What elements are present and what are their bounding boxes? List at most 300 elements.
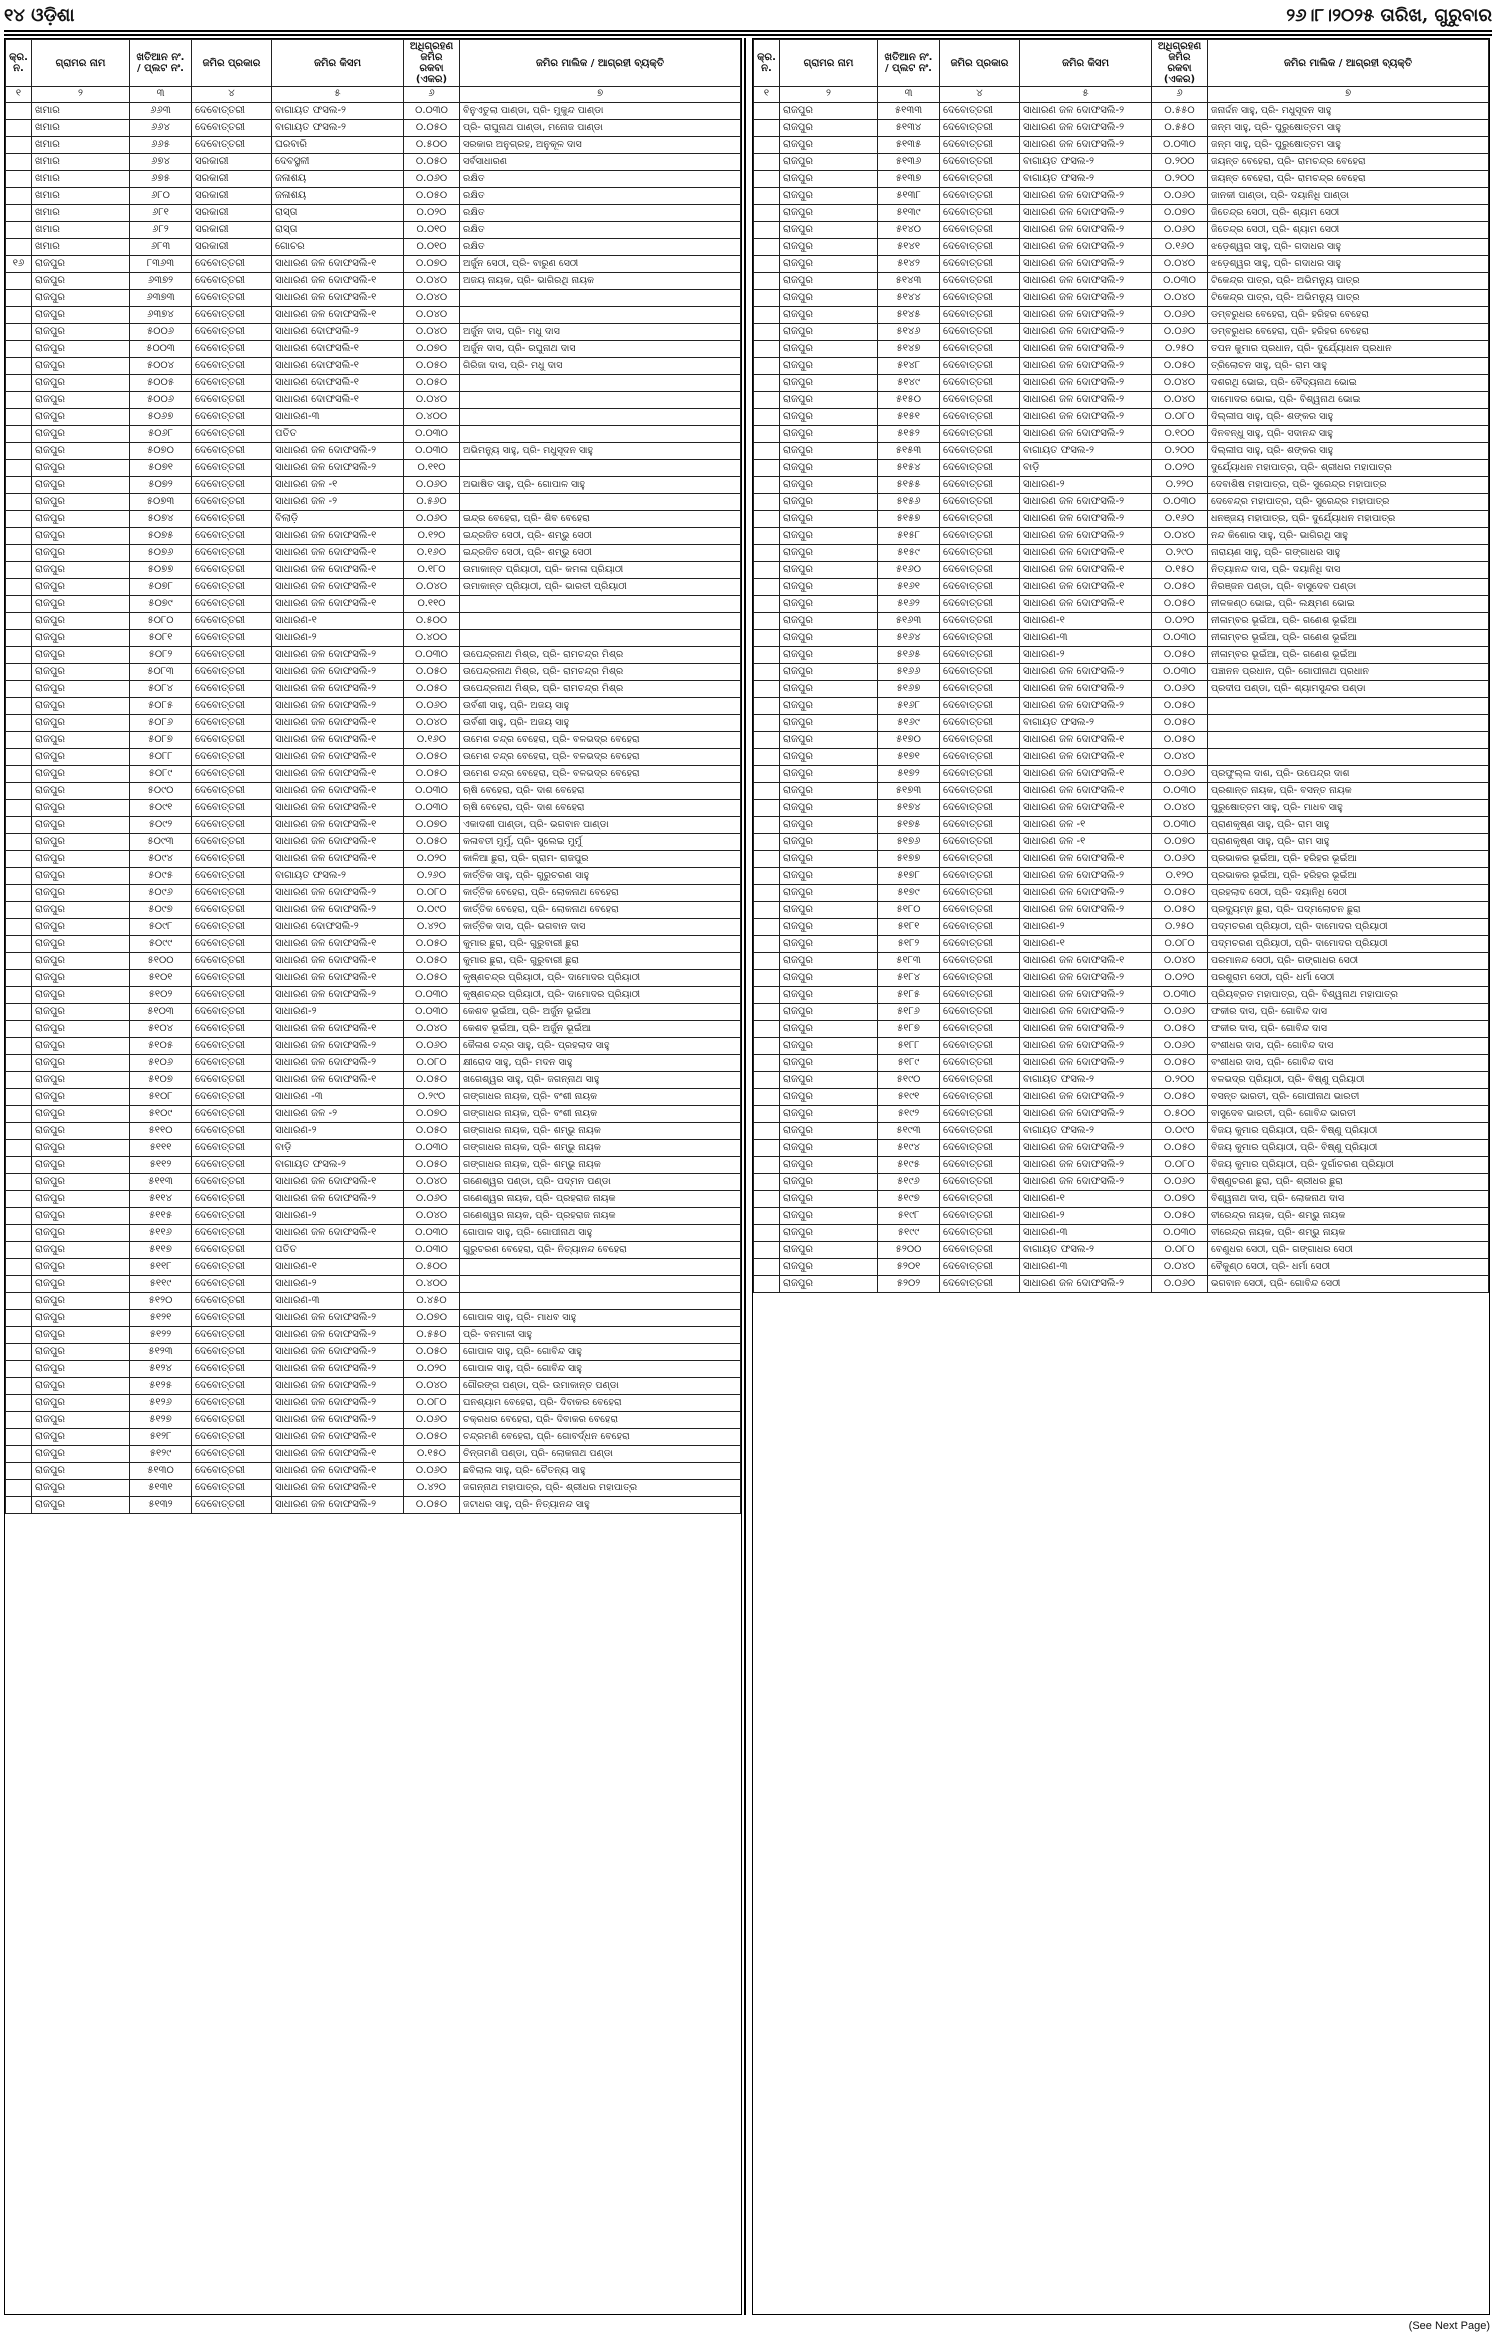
cell-village: ରାଜପୁର (32, 1463, 130, 1480)
cell-khata: ୫୦୯୭ (130, 902, 192, 919)
cell-village: ରାଜପୁର (32, 630, 130, 647)
cell-khata: ୫୦୯୪ (130, 851, 192, 868)
cell-village: ରାଜପୁର (780, 324, 878, 341)
table-row (754, 902, 1489, 919)
cell-owner: ପଦ୍ମଚରଣ ପ୍ରିୟାଠୀ, ପ୍ରି- ଦାମୋଦର ପ୍ରିୟାଠୀ (1208, 936, 1489, 953)
cell-owner: ଗୋପାଳ ସାହୁ, ପ୍ରି- ଗୋପୀନାଥ ସାହୁ (460, 1225, 741, 1242)
cell-khata: ୫୦୭୫ (130, 528, 192, 545)
cell-khata: ୫୧୫୧ (878, 409, 940, 426)
cell-sl (754, 630, 780, 647)
cell-sl (754, 545, 780, 562)
cell-owner: ବେଣୁଧର ସେଠୀ, ପ୍ରି- ଗଙ୍ଗାଧର ସେଠୀ (1208, 1242, 1489, 1259)
column-divider (744, 38, 746, 2315)
cell-kisam: ଦେବୋତ୍ତରୀ (940, 987, 1020, 1004)
cell-village: ରାଜପୁର (780, 783, 878, 800)
cell-land-type: ସାଧାରଣ ଜଳ ଦୋଫସଲି-୨ (272, 902, 404, 919)
cell-village: ରାଜପୁର (32, 528, 130, 545)
cell-kisam: ଦେବୋତ୍ତରୀ (192, 1497, 272, 1514)
cell-village: ରାଜପୁର (32, 443, 130, 460)
cell-area: ୦.୦୫୦ (404, 375, 460, 392)
cell-sl (754, 732, 780, 749)
cell-khata: ୫୦୮୦ (130, 613, 192, 630)
cell-area: ୦.୦୫୦ (404, 120, 460, 137)
cell-land-type: ସାଧାରଣ-୨ (1020, 1208, 1152, 1225)
cell-area: ୦.୫୦୦ (404, 137, 460, 154)
cell-area: ୦.୦୫୦ (404, 834, 460, 851)
cell-owner: ଇନ୍ଦ୍ରଜିତ ସେଠୀ, ପ୍ରି- ଶମ୍ଭୁ ସେଠୀ (460, 528, 741, 545)
col-area: ଅଧିଗ୍ରହଣ ଜମିର ରକବା (ଏକର) (404, 40, 460, 87)
cell-land-type: ସାଧାରଣ ଜଳ ଦୋଫସଲି-୨ (1020, 324, 1152, 341)
cell-sl (6, 494, 32, 511)
cell-owner: କୁମାର ଛୁରା, ପ୍ରି- ଗୁରୁବାରୀ ଛୁରା (460, 953, 741, 970)
cell-area: ୦.୦୩୦ (404, 1242, 460, 1259)
cell-sl (6, 1480, 32, 1497)
cell-khata: ୫୧୬୭ (878, 681, 940, 698)
cell-village: ରାଜପୁର (32, 1310, 130, 1327)
cell-village: ରାଜପୁର (32, 800, 130, 817)
cell-owner: ପ୍ରଭାକର ଭୂଇଁଆ, ପ୍ରି- ହରିହର ଭୂଇଁଆ (1208, 851, 1489, 868)
cell-kisam: ଦେବୋତ୍ତରୀ (192, 120, 272, 137)
cell-village: ରାଜପୁର (32, 290, 130, 307)
cell-sl (754, 205, 780, 222)
cell-sl (6, 154, 32, 171)
cell-sl (6, 800, 32, 817)
cell-sl (754, 273, 780, 290)
cell-village: ରାଜପୁର (32, 1259, 130, 1276)
cell-village: ରାଜପୁର (32, 1446, 130, 1463)
cell-land-type: ସାଧାରଣ ଜଳ ଦୋଫସଲି-୧ (272, 851, 404, 868)
table-row (754, 341, 1489, 358)
cell-village: ରାଜପୁର (780, 766, 878, 783)
cell-village: ରାଜପୁର (32, 715, 130, 732)
cell-khata: ୫୧୫୪ (878, 460, 940, 477)
cell-owner: ଏକାଦଶୀ ପାଣ୍ଡା, ପ୍ରି- ଭଗବାନ ପାଣ୍ଡା (460, 817, 741, 834)
cell-kisam: ଦେବୋତ୍ତରୀ (192, 1225, 272, 1242)
cell-land-type: ସାଧାରଣ ଜଳ ଦୋଫସଲି-୧ (272, 273, 404, 290)
cell-owner: ପ୍ରଶାନ୍ତ ନାୟକ, ପ୍ରି- ବସନ୍ତ ନାୟକ (1208, 783, 1489, 800)
table-row (6, 868, 741, 885)
cell-area: ୦.୪୦୦ (404, 1276, 460, 1293)
cell-area: ୦.୦୨୦ (404, 851, 460, 868)
cell-owner (460, 630, 741, 647)
cell-sl (6, 817, 32, 834)
table-row (754, 409, 1489, 426)
cell-owner: ଦେବାଶିଷ ମହାପାତ୍ର, ପ୍ରି- ସୁରେନ୍ଦ୍ର ମହାପାତ୍ର (1208, 477, 1489, 494)
cell-kisam: ଦେବୋତ୍ତରୀ (192, 715, 272, 732)
table-row (754, 188, 1489, 205)
cell-owner (460, 409, 741, 426)
cell-area: ୦.୦୬୦ (404, 698, 460, 715)
cell-area: ୦.୦୩୦ (1152, 664, 1208, 681)
table-row (754, 239, 1489, 256)
cell-owner: କେଶବ ଭୂଇଁଆ, ପ୍ରି- ଅର୍ଜୁନ ଭୂଇଁଆ (460, 1021, 741, 1038)
cell-khata: ୫୧୨୮ (130, 1429, 192, 1446)
table-row (754, 120, 1489, 137)
cell-khata: ୫୧୭୧ (878, 749, 940, 766)
cell-village: ରାଜପୁର (32, 256, 130, 273)
cell-village: ରାଜପୁର (32, 596, 130, 613)
cell-village: ରାଜପୁର (32, 902, 130, 919)
cell-kisam: ଦେବୋତ୍ତରୀ (192, 1191, 272, 1208)
cell-sl (6, 1208, 32, 1225)
cell-kisam: ଦେବୋତ୍ତରୀ (940, 630, 1020, 647)
cell-area: ୦.୦୩୦ (404, 426, 460, 443)
cell-area: ୦.୦୪୦ (404, 307, 460, 324)
table-row (754, 732, 1489, 749)
cell-kisam: ଦେବୋତ୍ତରୀ (940, 1157, 1020, 1174)
cell-area: ୦.୦୨୦ (1152, 460, 1208, 477)
cell-land-type: ସାଧାରଣ ଜଳ ଦୋଫସଲି-୨ (1020, 1038, 1152, 1055)
cell-kisam: ଦେବୋତ୍ତରୀ (192, 970, 272, 987)
table-row (754, 426, 1489, 443)
table-row (6, 1497, 741, 1514)
cell-village: ରାଜପୁର (32, 1055, 130, 1072)
cell-khata: ୫୦୭୦ (130, 443, 192, 460)
cell-sl (6, 426, 32, 443)
table-row (6, 681, 741, 698)
cell-kisam: ଦେବୋତ୍ତରୀ (192, 562, 272, 579)
cell-area: ୦.୦୩୦ (404, 103, 460, 120)
table-row (754, 851, 1489, 868)
cell-sl (754, 1157, 780, 1174)
cell-land-type: ସାଧାରଣ ଜଳ ଦୋଫସଲି-୨ (1020, 987, 1152, 1004)
table-row (754, 562, 1489, 579)
cell-kisam: ଦେବୋତ୍ତରୀ (192, 766, 272, 783)
cell-sl (6, 528, 32, 545)
right-land-table (753, 39, 1489, 1293)
cell-sl (6, 630, 32, 647)
cell-village: ରାଜପୁର (32, 783, 130, 800)
cell-land-type: ସାଧାରଣ ଜଳ ଦୋଫସଲି-୧ (272, 307, 404, 324)
cell-sl (754, 562, 780, 579)
cell-owner: କାର୍ତ୍ତିକ ବେହେରା, ପ୍ରି- ଲୋକନାଥ ବେହେରା (460, 902, 741, 919)
cell-khata: ୫୧୪୫ (878, 307, 940, 324)
table-row (754, 1140, 1489, 1157)
cell-village: ରାଜପୁର (780, 494, 878, 511)
cell-kisam: ଦେବୋତ୍ତରୀ (940, 290, 1020, 307)
table-row (754, 1208, 1489, 1225)
cell-khata: ୫୧୫୯ (878, 545, 940, 562)
cell-kisam: ଦେବୋତ୍ତରୀ (192, 358, 272, 375)
cell-kisam: ଦେବୋତ୍ତରୀ (940, 426, 1020, 443)
cell-khata: ୫୧୬୧ (878, 579, 940, 596)
cell-khata: ୫୦୦୪ (130, 358, 192, 375)
cell-khata: ୫୦୯୦ (130, 783, 192, 800)
cell-area: ୦.୦୩୦ (1152, 630, 1208, 647)
cell-kisam: ଦେବୋତ୍ତରୀ (192, 256, 272, 273)
cell-area: ୦.୧୮୦ (404, 562, 460, 579)
table-header-row (6, 40, 741, 87)
cell-kisam: ଦେବୋତ୍ତରୀ (192, 1310, 272, 1327)
cell-khata: ୬୮୦ (130, 188, 192, 205)
table-row (754, 103, 1489, 120)
cell-village: ରାଜପୁର (780, 1089, 878, 1106)
cell-sl (6, 545, 32, 562)
cell-village: ରାଜପୁର (32, 868, 130, 885)
cell-land-type: ସାଧାରଣ ଜଳ ଦୋଫସଲି-୧ (272, 783, 404, 800)
cell-owner: ବିଷ୍ଣୁଚରଣ ଛୁରା, ପ୍ରି- ଶ୍ରୀଧର ଛୁରା (1208, 1174, 1489, 1191)
cell-owner: ପ୍ରଭାକର ଭୂଇଁଆ, ପ୍ରି- ହରିହର ଭୂଇଁଆ (1208, 868, 1489, 885)
cell-khata: ୫୧୦୮ (130, 1089, 192, 1106)
cell-kisam: ଦେବୋତ୍ତରୀ (940, 970, 1020, 987)
cell-area: ୦.୦୪୦ (1152, 375, 1208, 392)
cell-owner: ଉପେନ୍ଦ୍ରନାଥ ମିଶ୍ର, ପ୍ରି- ରାମଚନ୍ଦ୍ର ମିଶ୍ର (460, 647, 741, 664)
cell-area: ୦.୦୨୦ (1152, 613, 1208, 630)
cell-kisam: ଦେବୋତ୍ତରୀ (940, 1276, 1020, 1293)
cell-kisam: ଦେବୋତ୍ତରୀ (940, 205, 1020, 222)
cell-land-type: ସାଧାରଣ ଜଳ ଦୋଫସଲି-୨ (1020, 664, 1152, 681)
cell-owner: ଗୋପାଳ ସାହୁ, ପ୍ରି- ଗୋବିନ୍ଦ ସାହୁ (460, 1361, 741, 1378)
cell-owner: ଉପେନ୍ଦ୍ରନାଥ ମିଶ୍ର, ପ୍ରି- ରାମଚନ୍ଦ୍ର ମିଶ୍ର (460, 664, 741, 681)
table-row (6, 1361, 741, 1378)
table-row (6, 477, 741, 494)
cell-kisam: ଦେବୋତ୍ତରୀ (192, 732, 272, 749)
cell-sl (6, 290, 32, 307)
col-khata: ଖତିଆନ ନଂ. / ପ୍ଲଟ ନଂ. (878, 40, 940, 87)
cell-sl (6, 783, 32, 800)
cell-owner: ଦେବେନ୍ଦ୍ର ମହାପାତ୍ର, ପ୍ରି- ସୁରେନ୍ଦ୍ର ମହାପାତ୍ର (1208, 494, 1489, 511)
cell-village: ରାଜପୁର (32, 1225, 130, 1242)
table-row (754, 494, 1489, 511)
cell-sl (754, 392, 780, 409)
cell-kisam: ଦେବୋତ୍ତରୀ (940, 120, 1020, 137)
cell-sl (6, 681, 32, 698)
cell-land-type: ସାଧାରଣ ଜଳ ଦୋଫସଲି-୧ (272, 1021, 404, 1038)
cell-area: ୦.୫୫୦ (404, 1327, 460, 1344)
table-row (6, 1378, 741, 1395)
cell-owner: ଗୁରୁଚରଣ ବେହେରା, ପ୍ରି- ନିତ୍ୟାନନ୍ଦ ବେହେରା (460, 1242, 741, 1259)
cell-khata: ୫୦୮୧ (130, 630, 192, 647)
cell-sl (754, 596, 780, 613)
cell-owner: ବିନୁଏତୁଲା ପାଣ୍ଡା, ପ୍ରି- ମୁକୁନ୍ଦ ପାଣ୍ଡା (460, 103, 741, 120)
cell-land-type: ସାଧାରଣ ଜଳ ଦୋଫସଲି-୨ (1020, 239, 1152, 256)
cell-village: ରାଜପୁର (32, 732, 130, 749)
cell-sl (6, 1072, 32, 1089)
cell-kisam: ଦେବୋତ୍ତରୀ (940, 545, 1020, 562)
cell-area: ୦.୦୮୦ (1152, 936, 1208, 953)
table-row (6, 528, 741, 545)
cell-village: ରାଜପୁର (780, 834, 878, 851)
cell-owner: ଉମାକାନ୍ତ ପ୍ରିୟାଠୀ, ପ୍ରି- କମଳା ପ୍ରିୟାଠୀ (460, 562, 741, 579)
cell-land-type: ଜଳାଶୟ (272, 188, 404, 205)
cell-kisam: ସରକାରୀ (192, 154, 272, 171)
table-row (6, 1021, 741, 1038)
cell-sl (754, 188, 780, 205)
cell-area: ୦.୦୬୦ (1152, 681, 1208, 698)
cell-khata: ୫୧୭୭ (878, 851, 940, 868)
cell-area: ୦.୦୩୦ (1152, 987, 1208, 1004)
table-row (754, 647, 1489, 664)
cell-village: ରାଜପୁର (32, 1395, 130, 1412)
cell-area: ୦.୦୩୦ (404, 1140, 460, 1157)
cell-khata: ୫୧୦୭ (130, 1072, 192, 1089)
cell-khata: ୫୧୫୦ (878, 392, 940, 409)
cell-land-type: ସାଧାରଣ-୧ (272, 1259, 404, 1276)
cell-land-type: ସାଧାରଣ ଦୋଫସଲି-୨ (272, 919, 404, 936)
cell-khata: ୫୦୯୩ (130, 834, 192, 851)
cell-land-type: ସାଧାରଣ ଦୋଫସଲି-୧ (272, 392, 404, 409)
cell-khata: ୫୦୮୬ (130, 715, 192, 732)
cell-sl (754, 222, 780, 239)
cell-khata: ୫୧୮୬ (878, 1004, 940, 1021)
cell-owner (460, 596, 741, 613)
cell-kisam: ଦେବୋତ୍ତରୀ (192, 392, 272, 409)
cell-area: ୦.୦୫୦ (1152, 715, 1208, 732)
cell-area: ୦.୧୨୦ (404, 528, 460, 545)
table-row (6, 256, 741, 273)
cell-village: ରାଜପୁର (32, 851, 130, 868)
cell-land-type: ସାଧାରଣ ଜଳ ଦୋଫସଲି-୧ (272, 579, 404, 596)
col-num: ୬ (404, 87, 460, 103)
cell-sl (754, 953, 780, 970)
cell-owner: ନନ୍ଦ କିଶୋର ସାହୁ, ପ୍ରି- ଭାଗିରଥି ସାହୁ (1208, 528, 1489, 545)
cell-land-type: ସାଧାରଣ -୩ (272, 1089, 404, 1106)
cell-kisam: ସରକାରୀ (192, 222, 272, 239)
cell-kisam: ଦେବୋତ୍ତରୀ (192, 630, 272, 647)
cell-owner: ଦିଲ୍ଲୀପ ସାହୁ, ପ୍ରି- ଶଙ୍କର ସାହୁ (1208, 443, 1489, 460)
cell-sl (6, 188, 32, 205)
cell-kisam: ଦେବୋତ୍ତରୀ (940, 613, 1020, 630)
cell-area: ୦.୦୫୦ (1152, 1208, 1208, 1225)
cell-village: ରାଜପୁର (32, 1106, 130, 1123)
column-number-row (6, 87, 741, 103)
cell-owner: ବୀରେନ୍ଦ୍ର ନାୟକ, ପ୍ରି- ଶମ୍ଭୁ ନାୟକ (1208, 1225, 1489, 1242)
cell-sl (6, 103, 32, 120)
cell-area: ୦.୦୬୦ (1152, 1004, 1208, 1021)
cell-sl (6, 664, 32, 681)
table-row (6, 103, 741, 120)
cell-land-type: ସାଧାରଣ ଜଳ ଦୋଫସଲି-୧ (1020, 562, 1152, 579)
cell-kisam: ଦେବୋତ୍ତରୀ (940, 392, 1020, 409)
cell-village: ରାଜପୁର (780, 681, 878, 698)
cell-sl (6, 1463, 32, 1480)
cell-village: ରାଜପୁର (780, 307, 878, 324)
cell-sl (754, 290, 780, 307)
cell-owner: ଋଷି ବେହେରା, ପ୍ରି- ଦାଶ ବେହେରା (460, 783, 741, 800)
table-row (754, 698, 1489, 715)
cell-kisam: ଦେବୋତ୍ତରୀ (940, 783, 1020, 800)
cell-owner: ଅର୍ଜୁନ ସେଠୀ, ପ୍ରି- ବାରୁଣ ସେଠୀ (460, 256, 741, 273)
cell-village: ରାଜପୁର (780, 1038, 878, 1055)
cell-owner: ଟିକେନ୍ଦ୍ର ପାତ୍ର, ପ୍ରି- ଅଭିମନ୍ୟୁ ପାତ୍ର (1208, 273, 1489, 290)
cell-land-type: ସାଧାରଣ ଜଳ ଦୋଫସଲି-୨ (1020, 188, 1152, 205)
cell-land-type: ସାଧାରଣ ଜଳ ଦୋଫସଲି-୧ (1020, 800, 1152, 817)
cell-owner: ଜୟନ୍ତ ବେହେରା, ପ୍ରି- ରାମଚନ୍ଦ୍ର ବେହେରା (1208, 171, 1489, 188)
cell-kisam: ଦେବୋତ୍ତରୀ (940, 749, 1020, 766)
cell-khata: ୫୧୭୫ (878, 817, 940, 834)
table-row (754, 630, 1489, 647)
cell-kisam: ଦେବୋତ୍ତରୀ (940, 1242, 1020, 1259)
cell-khata: ୫୦୬୭ (130, 409, 192, 426)
cell-owner: ଇନ୍ଦ୍ର ବେହେରା, ପ୍ରି- ଶିବ ବେହେରା (460, 511, 741, 528)
cell-khata: ୫୨୦୧ (878, 1259, 940, 1276)
cell-village: ରାଜପୁର (32, 477, 130, 494)
cell-land-type: ସାଧାରଣ ଜଳ ଦୋଫସଲି-୨ (1020, 885, 1152, 902)
cell-sl (754, 1021, 780, 1038)
cell-kisam: ଦେବୋତ୍ତରୀ (940, 103, 1020, 120)
cell-kisam: ଦେବୋତ୍ତରୀ (940, 817, 1020, 834)
cell-kisam: ଦେବୋତ୍ତରୀ (940, 1140, 1020, 1157)
table-row (6, 1038, 741, 1055)
table-row (754, 681, 1489, 698)
cell-area: ୦.୦୨୦ (404, 1361, 460, 1378)
cell-owner: ବଂଶୀଧର ଦାସ, ପ୍ରି- ଗୋବିନ୍ଦ ଦାସ (1208, 1055, 1489, 1072)
cell-kisam: ଦେବୋତ୍ତରୀ (940, 681, 1020, 698)
cell-kisam: ଦେବୋତ୍ତରୀ (192, 1157, 272, 1174)
cell-owner (460, 392, 741, 409)
cell-land-type: ସାଧାରଣ ଜଳ ଦୋଫସଲି-୧ (272, 953, 404, 970)
table-row (6, 613, 741, 630)
table-row (754, 1072, 1489, 1089)
cell-village: ରାଜପୁର (780, 1225, 878, 1242)
cell-sl (6, 1242, 32, 1259)
cell-area: ୦.୦୫୦ (404, 936, 460, 953)
cell-sl (754, 477, 780, 494)
cell-sl (6, 953, 32, 970)
table-row (754, 987, 1489, 1004)
cell-land-type: ସାଧାରଣ-୧ (1020, 613, 1152, 630)
cell-kisam: ଦେବୋତ୍ତରୀ (192, 341, 272, 358)
table-row (6, 851, 741, 868)
cell-village: ରାଜପୁର (780, 1106, 878, 1123)
cell-village: ଖମାର (32, 137, 130, 154)
cell-area: ୦.୦୪୦ (404, 1174, 460, 1191)
cell-sl (754, 443, 780, 460)
cell-area: ୦.୦୮୦ (1152, 409, 1208, 426)
cell-kisam: ଦେବୋତ୍ତରୀ (192, 1140, 272, 1157)
cell-khata: ୫୧୪୯ (878, 375, 940, 392)
cell-sl (6, 613, 32, 630)
cell-khata: ୫୧୦୫ (130, 1038, 192, 1055)
cell-village: ରାଜପୁର (32, 681, 130, 698)
cell-sl (6, 715, 32, 732)
table-row (6, 1004, 741, 1021)
cell-khata: ୬୬୫ (130, 137, 192, 154)
cell-khata: ୫୧୧୪ (130, 1191, 192, 1208)
cell-land-type: ସାଧାରଣ ଜଳ ଦୋଫସଲି-୨ (1020, 1021, 1152, 1038)
cell-village: ରାଜପୁର (32, 375, 130, 392)
col-num: ୩ (130, 87, 192, 103)
cell-village: ରାଜପୁର (780, 579, 878, 596)
table-row (6, 120, 741, 137)
cell-sl (6, 1429, 32, 1446)
cell-village: ରାଜପୁର (32, 885, 130, 902)
cell-village: ରାଜପୁର (780, 511, 878, 528)
cell-kisam: ଦେବୋତ୍ତରୀ (192, 545, 272, 562)
cell-land-type: ସାଧାରଣ ଜଳ ଦୋଫସଲି-୨ (1020, 290, 1152, 307)
table-row (6, 460, 741, 477)
cell-sl (6, 970, 32, 987)
cell-owner: ସରକାର ଅନୁଗ୍ରହ, ଅନୁକୂଳ ଦାସ (460, 137, 741, 154)
cell-land-type: ସାଧାରଣ ଜଳ ଦୋଫସଲି-୨ (1020, 1276, 1152, 1293)
table-row (754, 834, 1489, 851)
cell-area: ୦.୦୪୦ (1152, 392, 1208, 409)
cell-area: ୦.୦୩୦ (404, 783, 460, 800)
cell-land-type: ସାଧାରଣ ଦୋଫସଲି-୧ (272, 375, 404, 392)
cell-area: ୦.୦୩୦ (404, 987, 460, 1004)
cell-khata: ୫୧୭୨ (878, 766, 940, 783)
cell-village: ରାଜପୁର (32, 766, 130, 783)
table-row (6, 1276, 741, 1293)
cell-khata: ୫୧୧୭ (130, 1242, 192, 1259)
cell-kisam: ଦେବୋତ୍ତରୀ (192, 460, 272, 477)
cell-owner (460, 1259, 741, 1276)
cell-kisam: ଦେବୋତ୍ତରୀ (192, 1378, 272, 1395)
cell-sl (6, 1123, 32, 1140)
cell-village: ରାଜପୁର (780, 800, 878, 817)
cell-sl (6, 1259, 32, 1276)
table-row (754, 545, 1489, 562)
